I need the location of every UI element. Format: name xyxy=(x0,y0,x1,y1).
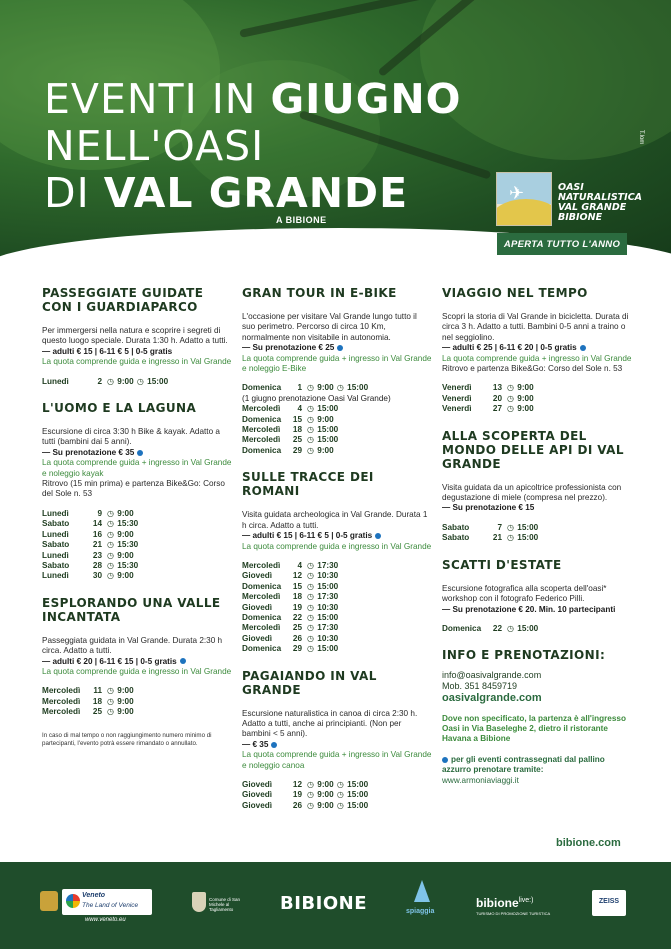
date-day: Lunedì xyxy=(42,571,69,581)
bibione-live-sub: TURISMO DI PROMOZIONE TURISTICA xyxy=(476,911,551,916)
date-time: ◷ 15:00 xyxy=(307,425,339,435)
clock-icon: ◷ xyxy=(107,508,114,518)
date-time: ◷ 15:30 xyxy=(107,560,139,570)
date-time: ◷ 15:00 xyxy=(307,644,339,654)
booking-dot-icon xyxy=(337,345,343,351)
clock-icon: ◷ xyxy=(307,560,314,570)
date-day: Domenica xyxy=(242,383,282,393)
event-price: — € 35 xyxy=(242,740,432,750)
date-number: 19 xyxy=(292,602,302,612)
event-price: — Su prenotazione € 20. Min. 10 partecipanti xyxy=(442,604,616,614)
clock-icon: ◷ xyxy=(307,581,314,591)
date-time: ◷ 15:00 xyxy=(307,612,339,622)
booking-dot-icon xyxy=(442,757,448,763)
event-price: — adulti € 20 | 6-11 € 15 | 0-5 gratis xyxy=(42,657,232,667)
email-link[interactable]: info@oasivalgrande.com xyxy=(442,670,542,681)
clock-icon: ◷ xyxy=(307,445,314,455)
date-time: ◷ 15:00 xyxy=(307,404,339,414)
clock-icon: ◷ xyxy=(307,592,314,602)
clock-icon: ◷ xyxy=(507,522,514,532)
event-price: — adulti € 15 | 6-11 € 5 | 0-5 gratis xyxy=(42,346,173,356)
open-all-year-badge: APERTA TUTTO L'ANNO xyxy=(497,233,627,255)
event-meeting-point: Ritrovo (15 min prima) e partenza Bike&Go: Corso del Sole n. 53 xyxy=(42,479,225,499)
event-dates xyxy=(442,383,632,414)
booking-dot-icon xyxy=(580,345,586,351)
date-row xyxy=(242,415,432,425)
date-row xyxy=(242,623,432,633)
comune-crest-icon xyxy=(192,892,206,912)
bibione-logo: BIBIONE xyxy=(280,893,367,914)
date-row xyxy=(42,551,232,561)
date-day: Domenica xyxy=(242,612,282,622)
clock-icon: ◷ xyxy=(307,602,314,612)
event-title: ALLA SCOPERTA DEL MONDO DELLE API DI VAL GRANDE xyxy=(442,428,624,471)
event-pagaiando xyxy=(242,669,432,812)
event-desc: Scopri la storia di Val Grande in bicicletta. Durata di circa 3 h. Adatto a tutti. Bambini 0-5 anni a traino o nel seggiolino. xyxy=(442,312,629,342)
date-day: Mercoledì xyxy=(242,435,281,445)
date-day: Domenica xyxy=(242,445,282,455)
date-time: ◷ 9:00 xyxy=(507,404,534,414)
date-day: Mercoledì xyxy=(242,560,281,570)
event-tracce-romani xyxy=(242,470,432,654)
date-time: ◷ 9:00 xyxy=(507,383,534,393)
date-day: Domenica xyxy=(242,581,282,591)
date-time: ◷ 9:00 ◷ 15:00 xyxy=(307,780,369,789)
date-number: 27 xyxy=(492,404,502,414)
date-number: 11 xyxy=(93,686,102,696)
clock-icon: ◷ xyxy=(336,800,344,810)
comune-label: Comune di San Michele al Tagliamento xyxy=(209,897,241,912)
info-section xyxy=(442,648,632,786)
date-day: Mercoledì xyxy=(242,425,281,435)
page-title: EVENTI IN GIUGNO NELL'OASI DI VAL GRANDE xyxy=(44,75,462,217)
date-day: Lunedì xyxy=(42,550,69,560)
date-row xyxy=(242,582,432,592)
date-day: Giovedì xyxy=(242,800,273,810)
event-passeggiate xyxy=(42,286,232,387)
event-title: SCATTI D'ESTATE xyxy=(442,557,562,572)
date-day: Giovedì xyxy=(242,790,273,800)
clock-icon: ◷ xyxy=(336,780,344,789)
event-meeting-point: Ritrovo e partenza Bike&Go: Corso del Sole n. 53 xyxy=(442,364,623,374)
date-row xyxy=(442,523,632,533)
place-label: A BIBIONE xyxy=(276,215,327,225)
date-number: 15 xyxy=(292,414,302,424)
date-time: ◷ 15:00 xyxy=(507,623,539,633)
date-day: Giovedì xyxy=(242,602,273,612)
clock-icon: ◷ xyxy=(307,612,314,622)
veneto-star-icon xyxy=(66,894,80,908)
date-number: 25 xyxy=(292,435,302,445)
date-day: Lunedì xyxy=(42,508,69,518)
bird-icon: ✈ xyxy=(509,183,525,203)
date-row xyxy=(42,697,232,707)
clock-icon: ◷ xyxy=(307,633,314,643)
event-uomo-laguna xyxy=(42,401,232,582)
date-number: 25 xyxy=(292,623,302,633)
date-row xyxy=(242,603,432,613)
date-number: 18 xyxy=(92,696,102,706)
date-time: ◷ 9:00 xyxy=(307,414,334,424)
date-day: Giovedì xyxy=(242,571,273,581)
event-valle-incantata xyxy=(42,596,232,718)
date-number: 18 xyxy=(292,425,302,435)
clock-icon: ◷ xyxy=(307,425,314,435)
date-time: ◷ 9:00 ◷ 15:00 xyxy=(307,790,369,800)
clock-icon: ◷ xyxy=(107,376,114,386)
date-row xyxy=(42,686,232,696)
clock-icon: ◷ xyxy=(307,780,314,789)
date-day: Mercoledì xyxy=(242,404,281,414)
date-row xyxy=(242,801,432,811)
date-time: ◷ 9:00 xyxy=(107,529,134,539)
event-desc: L'occasione per visitare Val Grande lungo tutto il suo perimetro. Percorso di circa 10 Km, normalmente non visitabile in autonomia. xyxy=(242,312,417,342)
date-row xyxy=(242,435,432,445)
bibione-live-logo: bibione$^{live:)}$ xyxy=(476,896,534,910)
clock-icon: ◷ xyxy=(107,707,114,717)
clock-icon: ◷ xyxy=(307,571,314,581)
date-row xyxy=(242,571,432,581)
date-time: ◷ 9:00 ◷ 15:00 xyxy=(107,376,169,386)
date-number: 13 xyxy=(492,383,502,393)
clock-icon: ◷ xyxy=(107,519,114,529)
date-day: Mercoledì xyxy=(42,686,81,696)
clock-icon: ◷ xyxy=(507,404,514,414)
event-api xyxy=(442,429,632,544)
date-time: ◷ 9:00 xyxy=(307,445,334,455)
date-day: Sabato xyxy=(42,519,70,529)
column-2 xyxy=(242,286,432,825)
veneto-logo: Veneto The Land of Venice xyxy=(62,889,152,915)
clock-icon: ◷ xyxy=(136,376,144,386)
event-desc: Escursione fotografica alla scoperta dell'oasi* workshop con il fotografo Federico Pilli. xyxy=(442,583,607,604)
date-row xyxy=(242,780,432,790)
date-time: ◷ 9:00 xyxy=(107,696,134,706)
date-day: Mercoledì xyxy=(42,696,81,706)
date-row xyxy=(242,404,432,414)
date-number: 26 xyxy=(292,633,302,643)
weather-note: In caso di mal tempo o non raggiungimento numero minimo di partecipanti, l'evento potrà essere rimandato o annullato. xyxy=(42,731,212,747)
date-time: ◷ 17:30 xyxy=(307,592,339,602)
event-title: PASSEGGIATE GUIDATE CON I GUARDIAPARCO xyxy=(42,286,204,314)
date-row xyxy=(442,383,632,393)
clock-icon: ◷ xyxy=(507,533,514,543)
event-price: — Su prenotazione € 15 xyxy=(442,503,535,513)
event-dates xyxy=(442,523,632,544)
dot-note: per gli eventi contrassegnati dal pallino azzurro prenotare tramite: xyxy=(442,754,605,775)
date-day: Giovedì xyxy=(242,780,273,789)
clock-icon: ◷ xyxy=(107,529,114,539)
date-row xyxy=(42,540,232,550)
event-desc: Per immergersi nella natura e scoprire i segreti di questo luogo speciale. Durata 1:30 h. Adatto a tutti. xyxy=(42,326,228,346)
date-day: Sabato xyxy=(42,560,70,570)
date-number: 7 xyxy=(497,522,502,532)
date-time: ◷ 9:00 ◷ 15:00 xyxy=(307,383,369,393)
date-row xyxy=(242,644,432,654)
date-day: Domenica xyxy=(242,644,282,654)
event-includes: La quota comprende guida + ingresso in Val Grande xyxy=(442,353,632,363)
date-day: Venerdì xyxy=(442,404,472,414)
event-dates xyxy=(242,780,432,811)
event-title: VIAGGIO NEL TEMPO xyxy=(442,286,588,300)
date-time: ◷ 9:00 xyxy=(107,508,134,518)
date-time: ◷ 15:00 xyxy=(307,581,339,591)
clock-icon: ◷ xyxy=(107,571,114,581)
date-time: ◷ 9:00 xyxy=(107,686,134,696)
event-price: — Su prenotazione € 35 xyxy=(42,448,232,458)
date-number: 29 xyxy=(292,644,302,654)
booking-dot-icon xyxy=(180,658,186,664)
oasi-logo-text: OASI NATURALISTICA VAL GRANDE BIBIONE xyxy=(558,182,643,223)
clock-icon: ◷ xyxy=(307,800,314,810)
clock-icon: ◷ xyxy=(307,435,314,445)
event-desc: Visita guidata da un apicoltrice professionista con degustazione di miele (compresa nel prezzo). xyxy=(442,482,622,503)
event-includes: La quota comprende guida e ingresso in Val Grande xyxy=(42,357,232,367)
date-number: 30 xyxy=(92,571,102,581)
event-title: L'UOMO E LA LAGUNA xyxy=(42,401,197,416)
clock-icon: ◷ xyxy=(336,383,344,393)
clock-icon: ◷ xyxy=(507,393,514,403)
date-number: 12 xyxy=(292,571,302,581)
date-row xyxy=(42,561,232,571)
event-viaggio-tempo xyxy=(442,286,632,415)
clock-icon: ◷ xyxy=(507,623,514,633)
date-row xyxy=(242,446,432,456)
event-title: PAGAIANDO IN VAL GRANDE xyxy=(242,668,377,697)
date-day: Venerdì xyxy=(442,393,472,403)
event-includes: La quota comprende guida + ingresso in Val Grande e noleggio canoa xyxy=(242,750,432,770)
event-desc: Passeggiata guidata in Val Grande. Durata 2:30 h circa. Adatto a tutti. xyxy=(42,635,223,656)
bibione-site-link[interactable]: bibione.com xyxy=(556,837,621,849)
date-row xyxy=(42,377,232,387)
veneto-lion-icon xyxy=(40,891,58,911)
clock-icon: ◷ xyxy=(307,623,314,633)
event-includes: La quota comprende guida e ingresso in Val Grande xyxy=(42,666,232,676)
date-time: ◷ 9:00 xyxy=(507,393,534,403)
date-number: 21 xyxy=(492,533,502,543)
event-dates xyxy=(42,509,232,582)
event-desc: Visita guidata archeologica in Val Grande. Durata 1 h circa. Adatto a tutti. xyxy=(242,510,428,530)
clock-icon: ◷ xyxy=(307,414,314,424)
date-time: ◷ 10:30 xyxy=(307,633,339,643)
date-number: 22 xyxy=(292,612,302,622)
date-number: 2 xyxy=(97,376,102,386)
date-time: ◷ 17:30 xyxy=(307,623,339,633)
date-row xyxy=(242,383,432,393)
date-number: 29 xyxy=(292,445,302,455)
date-day: Giovedì xyxy=(242,633,273,643)
clock-icon: ◷ xyxy=(307,644,314,654)
column-1 xyxy=(42,286,232,754)
date-row xyxy=(242,425,432,435)
date-day: Sabato xyxy=(442,522,470,532)
date-number: 18 xyxy=(292,592,302,602)
date-day: Venerdì xyxy=(442,383,472,393)
event-gran-tour xyxy=(242,286,432,456)
date-number: 12 xyxy=(292,780,302,789)
date-row xyxy=(442,624,632,634)
date-number: 9 xyxy=(97,508,102,518)
clock-icon: ◷ xyxy=(107,540,114,550)
veneto-url: www.veneto.eu xyxy=(85,917,126,923)
booking-dot-icon xyxy=(375,533,381,539)
date-row xyxy=(42,519,232,529)
booking-dot-icon xyxy=(271,742,277,748)
clock-icon: ◷ xyxy=(336,790,344,800)
clock-icon: ◷ xyxy=(307,383,314,393)
date-row xyxy=(242,613,432,623)
sail-icon xyxy=(414,880,430,902)
info-title: INFO E PRENOTAZIONI: xyxy=(442,648,606,663)
event-includes: La quota comprende guida + ingresso in Val Grande e noleggio E-Bike xyxy=(242,353,432,374)
event-title: ESPLORANDO UNA VALLE INCANTATA xyxy=(42,595,221,624)
event-includes: La quota comprende guida e ingresso in Val Grande xyxy=(242,541,432,551)
start-location: Dove non specificato, la partenza è all'ingresso Oasi in Via Baseleghe 2, dietro il ristorante Havana a Bibione xyxy=(442,713,626,744)
date-day: Lunedì xyxy=(42,529,69,539)
date-day: Mercoledì xyxy=(42,707,81,717)
date-number: 4 xyxy=(297,404,302,414)
date-number: 21 xyxy=(92,540,102,550)
date-row xyxy=(242,790,432,800)
spiaggia-logo: spiaggia xyxy=(406,880,434,918)
phone-number[interactable]: Mob. 351 8459719 xyxy=(442,680,518,691)
date-row xyxy=(442,533,632,543)
date-number: 26 xyxy=(292,800,302,810)
website-link[interactable]: oasivalgrande.com xyxy=(442,692,542,705)
booking-dot-icon xyxy=(137,450,143,456)
date-time: ◷ 9:00 xyxy=(107,707,134,717)
event-price: — adulti € 25 | 6-11 € 20 | 0-5 gratis xyxy=(442,343,632,353)
date-day: Mercoledì xyxy=(242,592,281,602)
clock-icon: ◷ xyxy=(307,404,314,414)
event-scatti xyxy=(442,558,632,635)
event-title: GRAN TOUR IN E-BIKE xyxy=(242,286,397,300)
date-number: 4 xyxy=(297,560,302,570)
date-time: ◷ 10:30 xyxy=(307,602,339,612)
date-number: 1 xyxy=(297,383,302,393)
date-day: Domenica xyxy=(442,623,482,633)
date-row xyxy=(42,707,232,717)
date-row xyxy=(42,530,232,540)
event-dates xyxy=(242,561,432,655)
event-price: — Su prenotazione € 25 xyxy=(242,343,432,353)
clock-icon: ◷ xyxy=(107,550,114,560)
date-number: 23 xyxy=(92,550,102,560)
date-row xyxy=(42,509,232,519)
date-row xyxy=(442,404,632,414)
date-day: Mercoledì xyxy=(242,623,281,633)
date-row xyxy=(242,634,432,644)
date-number: 22 xyxy=(492,623,502,633)
date-time: ◷ 15:00 xyxy=(307,435,339,445)
date-note: (1 giugno prenotazione Oasi Val Grande) xyxy=(242,393,391,403)
armonia-link[interactable]: www.armoniaviaggi.it xyxy=(442,775,519,785)
event-dates xyxy=(442,624,632,634)
clock-icon: ◷ xyxy=(107,560,114,570)
date-day: Sabato xyxy=(42,540,70,550)
clock-icon: ◷ xyxy=(507,383,514,393)
event-desc: Escursione di circa 3:30 h Bike & kayak. Adatto a tutti (bambini dai 5 anni). xyxy=(42,427,220,447)
event-dates xyxy=(42,377,232,387)
zeiss-logo: ZEISS xyxy=(592,890,626,916)
oasi-logo xyxy=(496,172,552,226)
date-number: 15 xyxy=(292,581,302,591)
event-dates xyxy=(242,383,432,456)
event-includes: La quota comprende guida + ingresso in Val Grande e noleggio kayak xyxy=(42,458,232,478)
clock-icon: ◷ xyxy=(307,790,314,800)
date-number: 20 xyxy=(492,393,502,403)
date-time: ◷ 17:30 xyxy=(307,560,339,570)
date-day: Domenica xyxy=(242,414,282,424)
date-time: ◷ 9:00 ◷ 15:00 xyxy=(307,800,369,810)
clock-icon: ◷ xyxy=(107,686,114,696)
event-title: SULLE TRACCE DEI ROMANI xyxy=(242,470,374,499)
event-desc: Escursione naturalistica in canoa di circa 2:30 h. Adatto a tutti, anche ai principianti. (Non per bambini < 5 anni). xyxy=(242,708,418,739)
date-row xyxy=(442,394,632,404)
date-time: ◷ 15:30 xyxy=(107,519,139,529)
date-time: ◷ 15:30 xyxy=(107,540,139,550)
date-time: ◷ 15:00 xyxy=(507,533,539,543)
photo-credit: T.lom xyxy=(638,130,644,145)
date-row xyxy=(42,571,232,581)
event-price: — adulti € 15 | 6-11 € 5 | 0-5 gratis xyxy=(242,531,432,541)
date-number: 19 xyxy=(292,790,302,800)
date-time: ◷ 10:30 xyxy=(307,571,339,581)
event-dates xyxy=(42,686,232,717)
date-time: ◷ 15:00 xyxy=(507,522,539,532)
date-row xyxy=(242,592,432,602)
date-row xyxy=(242,561,432,571)
clock-icon: ◷ xyxy=(107,696,114,706)
date-number: 16 xyxy=(92,529,102,539)
date-number: 28 xyxy=(92,560,102,570)
date-number: 25 xyxy=(92,707,102,717)
date-day: Lunedì xyxy=(42,376,69,386)
date-time: ◷ 9:00 xyxy=(107,550,134,560)
date-number: 14 xyxy=(92,519,102,529)
date-time: ◷ 9:00 xyxy=(107,571,134,581)
date-day: Sabato xyxy=(442,533,470,543)
column-3 xyxy=(442,286,632,800)
